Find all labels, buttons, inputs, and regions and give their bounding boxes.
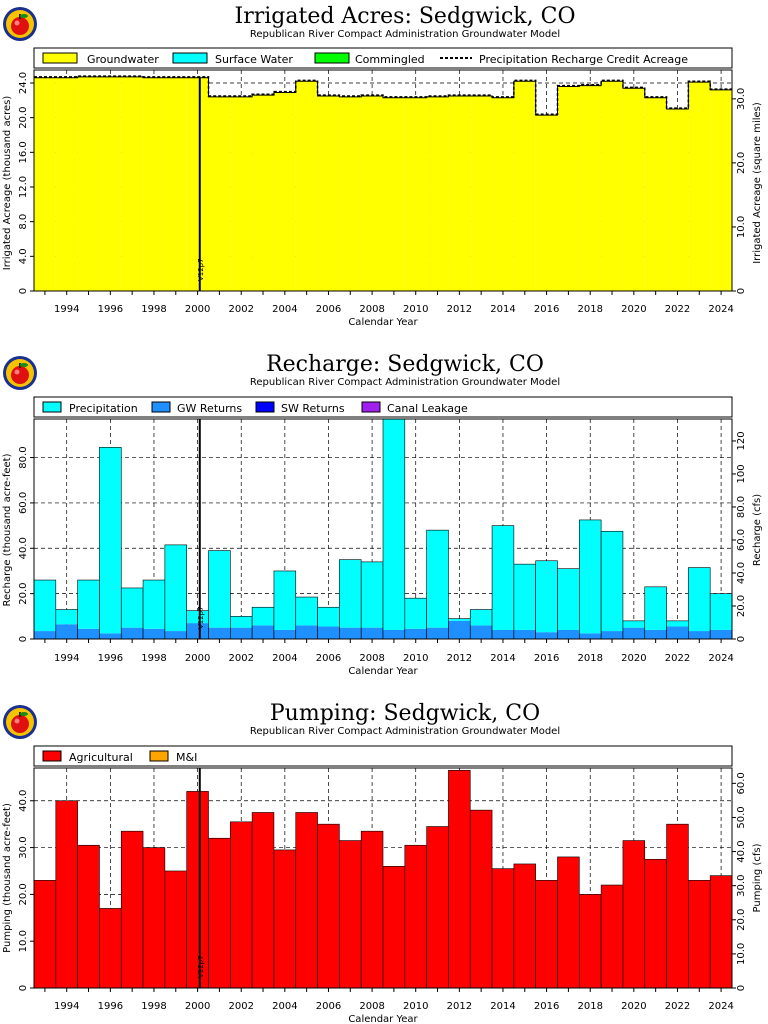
chart-title: Pumping: Sedgwick, CO	[269, 701, 541, 726]
y2-axis-label: Recharge (cfs)	[752, 493, 763, 567]
x-tick-label: 2010	[402, 1001, 429, 1012]
bar-groundwater	[34, 78, 56, 291]
x-tick-label: 2008	[359, 1001, 385, 1012]
x-tick-label: 2016	[533, 1001, 560, 1012]
bar-agricultural	[121, 831, 143, 988]
x-tick-label: 2020	[621, 1001, 647, 1012]
bar-agricultural	[536, 880, 558, 988]
y2-axis-label: Irrigated Acreage (square miles)	[752, 102, 763, 264]
bar-agricultural	[427, 827, 449, 988]
bar-gw-returns	[645, 630, 667, 639]
x-tick-label: 2018	[577, 304, 603, 315]
y2-tick-label: 60.0	[736, 772, 747, 795]
bar-precipitation	[448, 619, 470, 621]
y-axis-label: Recharge (thousand acre-feet)	[2, 453, 13, 607]
bar-precipitation	[78, 580, 100, 629]
y-tick-label: 0	[18, 287, 29, 295]
legend-label-precipitation: Precipitation	[69, 402, 138, 415]
bar-groundwater	[470, 96, 492, 291]
logo-icon	[3, 7, 37, 41]
legend-swatch-gw-returns	[152, 402, 170, 412]
bar-agricultural	[558, 857, 580, 988]
bar-gw-returns	[339, 628, 361, 639]
bar-gw-returns	[318, 627, 340, 639]
y2-tick-label: 0	[736, 984, 747, 992]
bar-groundwater	[78, 77, 100, 291]
bar-gw-returns	[274, 630, 296, 639]
bar-groundwater	[318, 96, 340, 291]
bar-precipitation	[601, 531, 623, 631]
bar-gw-returns	[514, 630, 536, 639]
bar-agricultural	[318, 824, 340, 988]
bar-precipitation	[710, 594, 732, 630]
bar-precipitation	[121, 588, 143, 628]
bar-groundwater	[383, 98, 405, 291]
chart-title: Recharge: Sedgwick, CO	[266, 352, 544, 377]
y2-tick-label: 60.0	[736, 528, 747, 552]
bar-precipitation	[339, 560, 361, 628]
y-tick-label: 4.0	[18, 248, 29, 265]
y2-tick-label: 0	[736, 635, 747, 643]
bar-groundwater	[296, 81, 318, 291]
bar-groundwater	[56, 78, 78, 291]
bar-gw-returns	[165, 631, 187, 639]
x-tick-label: 2024	[708, 653, 734, 664]
bar-agricultural	[601, 885, 623, 988]
bar-gw-returns	[252, 625, 274, 639]
panel-irrigated-acres	[2, 4, 763, 328]
bar-groundwater	[427, 97, 449, 291]
bar-agricultural	[688, 880, 710, 988]
y-tick-label: 80.0	[18, 446, 29, 469]
x-tick-label: 2014	[490, 653, 516, 664]
x-tick-label: 1994	[53, 304, 80, 315]
x-axis-label: Calendar Year	[348, 317, 418, 328]
bar-agricultural	[492, 869, 514, 988]
bar-gw-returns	[710, 630, 732, 639]
y2-tick-label: 80.0	[736, 495, 747, 519]
x-tick-label: 2014	[490, 1001, 516, 1012]
bar-agricultural	[209, 838, 231, 988]
bar-gw-returns	[492, 630, 514, 639]
chart-subtitle: Republican River Compact Administration Groundwater Model	[249, 377, 561, 388]
x-tick-label: 1998	[141, 304, 167, 315]
legend-label-gw-returns: GW Returns	[177, 402, 243, 415]
bar-precipitation	[230, 616, 252, 627]
logo-icon	[3, 705, 37, 739]
bar-gw-returns	[56, 624, 78, 639]
bar-groundwater	[361, 96, 383, 291]
bar-gw-returns	[667, 627, 689, 639]
x-tick-label: 1994	[53, 1001, 80, 1012]
bar-gw-returns	[121, 628, 143, 639]
bar-gw-returns	[383, 630, 405, 639]
chart-subtitle: Republican River Compact Administration Groundwater Model	[249, 726, 561, 737]
y-tick-label: 40.0	[18, 789, 29, 812]
y-tick-label: 0	[18, 635, 29, 643]
y2-tick-label: 100	[736, 464, 747, 484]
x-tick-label: 2010	[402, 304, 429, 315]
bar-groundwater	[121, 77, 143, 291]
bar-groundwater	[667, 109, 689, 291]
bar-groundwater	[492, 98, 514, 291]
bar-groundwater	[339, 97, 361, 291]
y2-tick-label: 120	[736, 431, 747, 451]
bar-precipitation	[165, 545, 187, 631]
x-tick-label: 2020	[621, 653, 647, 664]
y2-tick-label: 10.0	[736, 215, 747, 239]
bar-groundwater	[601, 81, 623, 291]
bar-gw-returns	[78, 629, 100, 639]
y-tick-label: 10.0	[18, 930, 29, 953]
chart-subtitle: Republican River Compact Administration Groundwater Model	[249, 29, 561, 40]
bar-groundwater	[230, 97, 252, 291]
x-tick-label: 2012	[446, 304, 473, 315]
y2-tick-label: 30.0	[736, 874, 747, 897]
panel-recharge	[2, 352, 763, 677]
bar-agricultural	[383, 866, 405, 988]
bar-groundwater	[405, 98, 427, 291]
x-tick-label: 2006	[315, 304, 342, 315]
model-marker-label: V12p7	[196, 955, 205, 978]
legend-swatch-precipitation	[43, 402, 61, 412]
x-tick-label: 2002	[228, 304, 254, 315]
bar-gw-returns	[579, 633, 601, 639]
legend-swatch-groundwater	[43, 53, 77, 63]
bar-agricultural	[470, 810, 492, 988]
bar-groundwater	[579, 86, 601, 291]
bar-groundwater	[274, 93, 296, 291]
x-tick-label: 2008	[359, 304, 385, 315]
plot-area	[18, 419, 747, 664]
bar-gw-returns	[99, 633, 121, 639]
bar-agricultural	[710, 876, 732, 988]
x-tick-label: 2012	[446, 653, 473, 664]
bar-agricultural	[296, 812, 318, 988]
legend-box	[34, 746, 732, 766]
bar-gw-returns	[688, 631, 710, 639]
legend-label-canal-leakage: Canal Leakage	[387, 402, 468, 415]
y2-tick-label: 30.0	[736, 87, 747, 110]
chart-title: Irrigated Acres: Sedgwick, CO	[234, 4, 576, 29]
bar-agricultural	[143, 848, 165, 988]
x-tick-label: 2000	[184, 304, 211, 315]
x-tick-label: 2018	[577, 1001, 603, 1012]
bar-gw-returns	[34, 631, 56, 639]
bar-precipitation	[99, 447, 121, 633]
bar-precipitation	[492, 526, 514, 630]
x-tick-label: 2006	[315, 1001, 342, 1012]
bar-agricultural	[56, 801, 78, 988]
x-tick-label: 2014	[490, 304, 516, 315]
bar-gw-returns	[536, 632, 558, 639]
y-axis-label: Irrigated Acreage (thousand acres)	[2, 95, 13, 271]
bar-agricultural	[645, 859, 667, 988]
bar-precipitation	[623, 621, 645, 628]
x-tick-label: 2006	[315, 653, 342, 664]
bar-gw-returns	[230, 628, 252, 639]
bar-groundwater	[143, 78, 165, 291]
x-tick-label: 2004	[272, 1001, 298, 1012]
bar-precipitation	[427, 530, 449, 628]
bar-precipitation	[579, 520, 601, 633]
bar-agricultural	[165, 871, 187, 988]
x-tick-label: 2000	[184, 653, 211, 664]
bar-agricultural	[274, 850, 296, 988]
x-tick-label: 2010	[402, 653, 429, 664]
x-tick-label: 2024	[708, 1001, 734, 1012]
legend-swatch-surface-water	[173, 53, 207, 63]
x-tick-label: 2022	[664, 653, 691, 664]
bar-precipitation	[558, 569, 580, 630]
bar-groundwater	[209, 97, 231, 291]
legend-label-surface-water: Surface Water	[215, 53, 293, 66]
bar-groundwater	[645, 98, 667, 291]
bar-gw-returns	[143, 629, 165, 639]
bar-precipitation	[667, 621, 689, 627]
bar-agricultural	[99, 908, 121, 988]
y-tick-label: 60.0	[18, 491, 29, 515]
bar-gw-returns	[296, 625, 318, 639]
x-tick-label: 2008	[359, 653, 385, 664]
x-tick-label: 2024	[708, 304, 734, 315]
bar-gw-returns	[427, 628, 449, 639]
bar-precipitation	[296, 597, 318, 625]
model-marker-label: V12p7	[196, 258, 205, 281]
plot-area	[18, 70, 747, 315]
y2-axis-label: Pumping (cfs)	[752, 843, 763, 913]
bar-groundwater	[558, 86, 580, 291]
bar-precipitation	[318, 607, 340, 626]
x-tick-label: 1996	[97, 653, 124, 664]
bar-agricultural	[78, 845, 100, 988]
legend-label-groundwater: Groundwater	[87, 53, 159, 66]
bar-agricultural	[514, 864, 536, 988]
x-tick-label: 2022	[664, 304, 691, 315]
x-tick-label: 2012	[446, 1001, 473, 1012]
bar-agricultural	[34, 880, 56, 988]
y-tick-label: 40.0	[18, 537, 29, 560]
bar-precipitation	[361, 562, 383, 628]
bar-precipitation	[143, 580, 165, 629]
x-tick-label: 1998	[141, 1001, 167, 1012]
x-tick-label: 1994	[53, 653, 80, 664]
bar-precipitation	[383, 419, 405, 630]
bar-agricultural	[667, 824, 689, 988]
legend-label-sw-returns: SW Returns	[281, 402, 345, 415]
bar-groundwater	[710, 90, 732, 291]
bar-gw-returns	[361, 628, 383, 639]
bar-groundwater	[536, 115, 558, 291]
bar-agricultural	[623, 841, 645, 988]
bar-groundwater	[165, 78, 187, 291]
x-axis-label: Calendar Year	[348, 1014, 418, 1024]
bar-agricultural	[579, 894, 601, 988]
legend-label-credit: Precipitation Recharge Credit Acreage	[479, 53, 688, 66]
x-tick-label: 2020	[621, 304, 647, 315]
bar-groundwater	[623, 88, 645, 291]
y2-tick-label: 40.0	[736, 840, 747, 863]
bar-precipitation	[405, 598, 427, 629]
y-tick-label: 20.0	[18, 883, 29, 906]
logo-icon	[3, 356, 37, 390]
bar-gw-returns	[470, 625, 492, 639]
x-tick-label: 2016	[533, 653, 560, 664]
x-tick-label: 2016	[533, 304, 560, 315]
bar-gw-returns	[448, 621, 470, 639]
x-tick-label: 2002	[228, 653, 254, 664]
legend-swatch-sw-returns	[256, 402, 274, 412]
bar-groundwater	[252, 95, 274, 291]
x-tick-label: 2004	[272, 653, 298, 664]
legend-swatch-mi	[150, 751, 168, 761]
bar-precipitation	[34, 580, 56, 631]
x-tick-label: 2002	[228, 1001, 254, 1012]
bar-gw-returns	[623, 628, 645, 639]
x-tick-label: 2022	[664, 1001, 691, 1012]
panel-pumping	[2, 701, 763, 1024]
y2-tick-label: 20.0	[736, 908, 747, 931]
y2-tick-label: 20.0	[736, 151, 747, 175]
legend-label-mi: M&I	[176, 751, 198, 764]
y-tick-label: 30.0	[18, 836, 29, 859]
legend-swatch-commingled	[315, 53, 349, 63]
bar-gw-returns	[601, 631, 623, 639]
y-tick-label: 20.0	[18, 582, 29, 605]
x-tick-label: 1996	[97, 1001, 124, 1012]
y2-tick-label: 40.0	[736, 561, 747, 585]
legend-box	[34, 397, 732, 417]
x-tick-label: 2000	[184, 1001, 211, 1012]
bar-precipitation	[274, 571, 296, 630]
bar-precipitation	[536, 561, 558, 632]
y-tick-label: 12.0	[18, 175, 29, 199]
bar-agricultural	[252, 812, 274, 988]
legend-swatch-canal-leakage	[362, 402, 380, 412]
y-axis-label: Pumping (thousand acre-feet)	[2, 803, 13, 953]
bar-precipitation	[56, 610, 78, 625]
y2-tick-label: 20.0	[736, 594, 747, 618]
x-tick-label: 2018	[577, 653, 603, 664]
bar-precipitation	[645, 587, 667, 630]
bar-groundwater	[448, 96, 470, 291]
plot-area	[18, 768, 747, 1012]
x-tick-label: 1996	[97, 304, 124, 315]
bar-gw-returns	[405, 629, 427, 639]
bar-agricultural	[361, 831, 383, 988]
x-tick-label: 1998	[141, 653, 167, 664]
bar-precipitation	[514, 564, 536, 630]
bar-precipitation	[688, 568, 710, 632]
bar-precipitation	[470, 610, 492, 626]
y-tick-label: 0	[18, 984, 29, 992]
bar-precipitation	[252, 607, 274, 625]
x-tick-label: 2004	[272, 304, 298, 315]
legend-label-agricultural: Agricultural	[69, 751, 133, 764]
y2-tick-label: 10.0	[736, 942, 747, 966]
y-tick-label: 8.0	[18, 213, 29, 230]
model-marker-label: V12p7	[196, 606, 205, 629]
bar-groundwater	[514, 81, 536, 291]
bar-agricultural	[230, 822, 252, 988]
y-tick-label: 20.0	[18, 106, 29, 129]
y-tick-label: 16.0	[18, 141, 29, 164]
y2-tick-label: 50.0	[736, 806, 747, 829]
y-tick-label: 24.0	[18, 71, 29, 95]
bar-gw-returns	[209, 628, 231, 639]
bar-gw-returns	[558, 630, 580, 639]
bar-agricultural	[405, 845, 427, 988]
legend-label-commingled: Commingled	[355, 53, 425, 66]
bar-groundwater	[99, 77, 121, 291]
y2-tick-label: 0	[736, 287, 747, 295]
bar-groundwater	[688, 82, 710, 291]
bar-agricultural	[448, 770, 470, 988]
bar-precipitation	[209, 551, 231, 628]
bar-agricultural	[339, 841, 361, 988]
legend-swatch-agricultural	[43, 751, 61, 761]
x-axis-label: Calendar Year	[348, 666, 418, 677]
